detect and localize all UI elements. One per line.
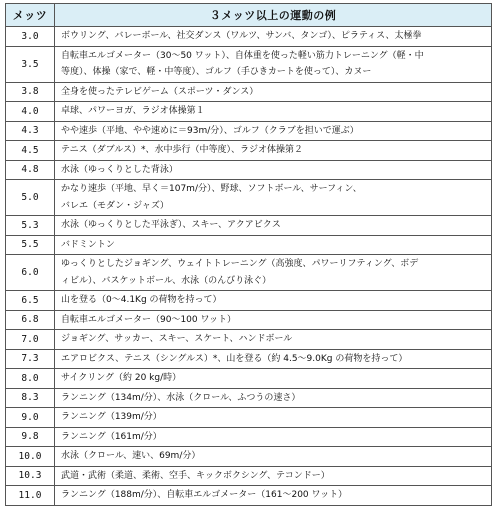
activity-examples	[55, 160, 492, 180]
mets-value: 8.3	[6, 388, 55, 408]
activity-line: かなり速歩（平地、早く＝107m/分）、野球、ソフトボール、サーフィン、	[61, 184, 362, 194]
table-row	[6, 349, 492, 369]
mets-value: 3.0	[6, 27, 55, 47]
table-row	[6, 255, 492, 291]
activity-line: 自転車エルゴメーター（90～100 ワット）	[61, 314, 237, 325]
table-row	[6, 310, 492, 330]
activity-line: サイクリング（約 20 kg/時）	[61, 373, 182, 383]
activity-line: 等度）、体操（家で、軽・中等度）、ゴルフ（手ひきカートを使って）、カヌー	[61, 67, 372, 77]
table-row	[6, 121, 492, 141]
activity-line: ゆっくりとしたジョギング、ウェイトトレーニング（高強度、パワーリフティング、ボデ	[61, 259, 419, 269]
activity-examples	[55, 82, 492, 102]
activity-examples	[55, 369, 492, 389]
activity-examples	[55, 388, 492, 408]
table-row	[6, 369, 492, 389]
activity-examples	[55, 310, 492, 330]
mets-value: 6.5	[6, 291, 55, 311]
activity-examples	[55, 408, 492, 428]
activity-line: ランニング（134m/分）、水泳（クロール、ふつうの速さ）	[61, 392, 301, 403]
activity-examples	[55, 46, 492, 82]
activity-line: 水泳（ゆっくりとした平泳ぎ）、スキー、アクアビクス	[61, 220, 281, 230]
activity-examples	[55, 121, 492, 141]
mets-table-container	[5, 3, 491, 506]
activity-line: ボウリング、バレーボール、社交ダンス（ワルツ、サンバ、タンゴ）、ピラティス、太極拳	[61, 31, 422, 41]
table-row	[6, 291, 492, 311]
activity-examples	[55, 349, 492, 369]
activity-examples	[55, 180, 492, 216]
activity-line: 山を登る（0～4.1Kg の荷物を持って）	[61, 295, 222, 305]
activity-line: 自転車エルゴメーター（30～50 ワット）、自体重を使った軽い筋力トレーニング（軽・中	[61, 50, 424, 61]
mets-value: 11.0	[6, 486, 55, 506]
activity-examples	[55, 466, 492, 486]
mets-value: 8.0	[6, 369, 55, 389]
mets-value: 6.8	[6, 310, 55, 330]
header-activity-examples: ３メッツ以上の運動の例	[55, 4, 492, 27]
mets-value: 5.5	[6, 235, 55, 255]
activity-line: ィビル）、バスケットボール、水泳（のんびり泳ぐ）	[61, 275, 272, 286]
table-row	[6, 160, 492, 180]
activity-line: ランニング（188m/分）、自転車エルゴメーター（161～200 ワット）	[61, 490, 348, 500]
activity-line: テニス（ダブルス）*、水中歩行（中等度）、ラジオ体操第２	[61, 145, 304, 155]
activity-line: やや速歩（平地、やや速めに＝93m/分）、ゴルフ（クラブを担いで運ぶ）	[61, 125, 359, 136]
activity-examples	[55, 330, 492, 350]
activity-examples	[55, 235, 492, 255]
table-row	[6, 427, 492, 447]
table-row	[6, 486, 492, 506]
mets-value: 6.0	[6, 255, 55, 291]
activity-examples	[55, 447, 492, 467]
mets-value: 5.0	[6, 180, 55, 216]
mets-value: 4.0	[6, 102, 55, 122]
mets-value: 4.8	[6, 160, 55, 180]
table-header-row	[6, 4, 492, 27]
activity-examples	[55, 427, 492, 447]
table-row	[6, 46, 492, 82]
activity-line: 卓球、パワーヨガ、ラジオ体操第１	[61, 106, 205, 116]
activity-line: ランニング（161m/分）	[61, 431, 162, 442]
table-row	[6, 141, 492, 161]
table-row	[6, 447, 492, 467]
header-mets: メッツ	[6, 4, 55, 27]
mets-value: 10.3	[6, 466, 55, 486]
activity-line: 水泳（クロール、速い、69m/分）	[61, 451, 201, 461]
table-row	[6, 330, 492, 350]
activity-examples	[55, 255, 492, 291]
activity-examples	[55, 27, 492, 47]
activity-line: 水泳（ゆっくりとした背泳）	[61, 164, 178, 175]
table-row	[6, 235, 492, 255]
activity-line: 武道・武術（柔道、柔術、空手、キックボクシング、テコンドー）	[61, 470, 330, 481]
mets-value: 9.0	[6, 408, 55, 428]
table-body	[6, 27, 492, 506]
mets-value: 3.5	[6, 46, 55, 82]
activity-line: バレエ（モダン・ジャズ）	[61, 200, 169, 211]
mets-value: 7.3	[6, 349, 55, 369]
activity-line: ジョギング、サッカー、スキー、スケート、ハンドボール	[61, 334, 293, 344]
table-row	[6, 102, 492, 122]
activity-examples	[55, 486, 492, 506]
mets-value: 4.5	[6, 141, 55, 161]
mets-activity-table	[5, 3, 492, 506]
activity-line: 全身を使ったテレビゲーム（スポーツ・ダンス）	[61, 86, 259, 97]
table-row	[6, 27, 492, 47]
activity-line: バドミントン	[61, 239, 115, 250]
table-row	[6, 180, 492, 216]
table-row	[6, 408, 492, 428]
table-row	[6, 466, 492, 486]
table-row	[6, 216, 492, 236]
activity-examples	[55, 291, 492, 311]
mets-value: 7.0	[6, 330, 55, 350]
mets-value: 10.0	[6, 447, 55, 467]
activity-line: ランニング（139m/分）	[61, 412, 162, 422]
table-row	[6, 82, 492, 102]
activity-line: エアロビクス、テニス（シングルス）*、山を登る（約 4.5～9.0Kg の荷物を持って）	[61, 353, 408, 364]
mets-value: 9.8	[6, 427, 55, 447]
activity-examples	[55, 141, 492, 161]
table-row	[6, 388, 492, 408]
activity-examples	[55, 102, 492, 122]
mets-value: 5.3	[6, 216, 55, 236]
mets-value: 4.3	[6, 121, 55, 141]
activity-examples	[55, 216, 492, 236]
mets-value: 3.8	[6, 82, 55, 102]
